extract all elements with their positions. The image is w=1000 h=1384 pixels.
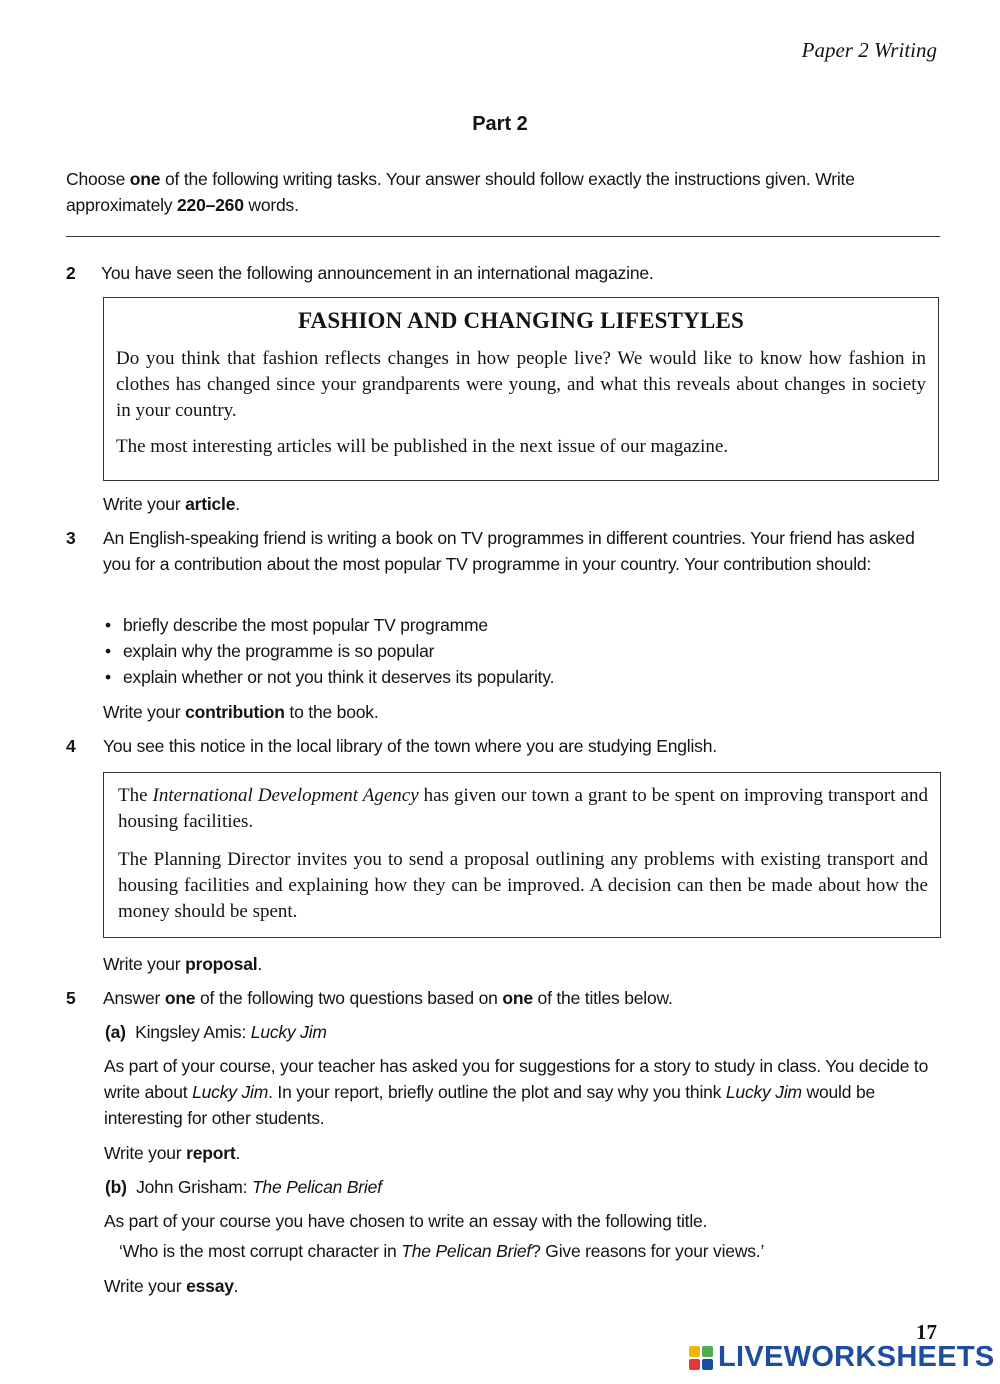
question-2-prompt: You have seen the following announcement in an international magazine. bbox=[101, 263, 654, 283]
notice-paragraph: The Planning Director invites you to send a proposal outlining any problems with existing transport and housing facilities and explaining how they can be improved. A decision can then be made about how the money should be spent. bbox=[118, 849, 928, 922]
liveworksheets-brand[interactable] bbox=[688, 1341, 995, 1374]
running-head: Paper 2 Writing bbox=[801, 38, 937, 62]
divider-rule bbox=[66, 236, 940, 237]
announcement-paragraph: Do you think that fashion reflects changes in how people live? We would like to know how fashion in clothes has changed since your grandparents were young, and what this reveals about changes in society in your country. bbox=[116, 348, 926, 421]
question-3-bullet-list bbox=[103, 612, 933, 690]
option-b-essay-title: ‘Who is the most corrupt character in The Pelican Brief? Give reasons for your views.’ bbox=[119, 1241, 765, 1261]
option-b-task-line: Write your essay. bbox=[104, 1276, 239, 1296]
option-b-text: As part of your course you have chosen to write an essay with the following title. bbox=[104, 1211, 708, 1231]
question-4-task-line: Write your proposal. bbox=[103, 954, 263, 974]
liveworksheets-logo-icon bbox=[688, 1345, 714, 1371]
notice-box bbox=[103, 772, 941, 938]
option-a-heading: (a) Kingsley Amis: Lucky Jim bbox=[105, 1022, 327, 1042]
list-item: • explain whether or not you think it deserves its popularity. bbox=[103, 664, 933, 690]
question-number-3: 3 bbox=[66, 528, 76, 548]
question-number-5: 5 bbox=[66, 988, 76, 1008]
announcement-title: FASHION AND CHANGING LIFESTYLES bbox=[297, 308, 745, 333]
question-3-task-line: Write your contribution to the book. bbox=[103, 702, 379, 722]
page-number: 17 bbox=[916, 1320, 937, 1344]
question-number-4: 4 bbox=[66, 736, 76, 756]
option-a-task-line: Write your report. bbox=[104, 1143, 241, 1163]
option-b-heading: (b) John Grisham: The Pelican Brief bbox=[105, 1177, 382, 1197]
part-title: Part 2 bbox=[472, 113, 528, 135]
announcement-paragraph: The most interesting articles will be published in the next issue of our magazine. bbox=[116, 436, 729, 457]
announcement-box bbox=[103, 297, 939, 481]
notice-paragraph: The International Development Agency has given our town a grant to be spent on improving transport and housing facilities. bbox=[118, 785, 928, 832]
list-item: • briefly describe the most popular TV programme bbox=[103, 612, 933, 638]
option-a-text: As part of your course, your teacher has asked you for suggestions for a story to study in class. You decide to write about Lucky Jim. In your report, briefly outline the plot and say why you think Lucky Jim would be interesting for other students. bbox=[104, 1056, 929, 1128]
question-2-task-line: Write your article. bbox=[103, 494, 240, 514]
list-item: • explain why the programme is so popular bbox=[103, 638, 933, 664]
question-5-prompt: Answer one of the following two questions based on one of the titles below. bbox=[103, 988, 673, 1008]
instructions: Choose one of the following writing tasks. Your answer should follow exactly the instructions given. Write approximately 220–260 words. bbox=[66, 169, 855, 215]
liveworksheets-wordmark: LIVEWORKSHEETS bbox=[718, 1341, 995, 1373]
question-number-2: 2 bbox=[66, 263, 76, 283]
question-4-prompt: You see this notice in the local library of the town where you are studying English. bbox=[103, 736, 717, 756]
question-3-prompt: An English-speaking friend is writing a book on TV programmes in different countries. Your friend has asked you for a contribution about the most popular TV programme in your country. Your contribution should: bbox=[103, 528, 915, 574]
